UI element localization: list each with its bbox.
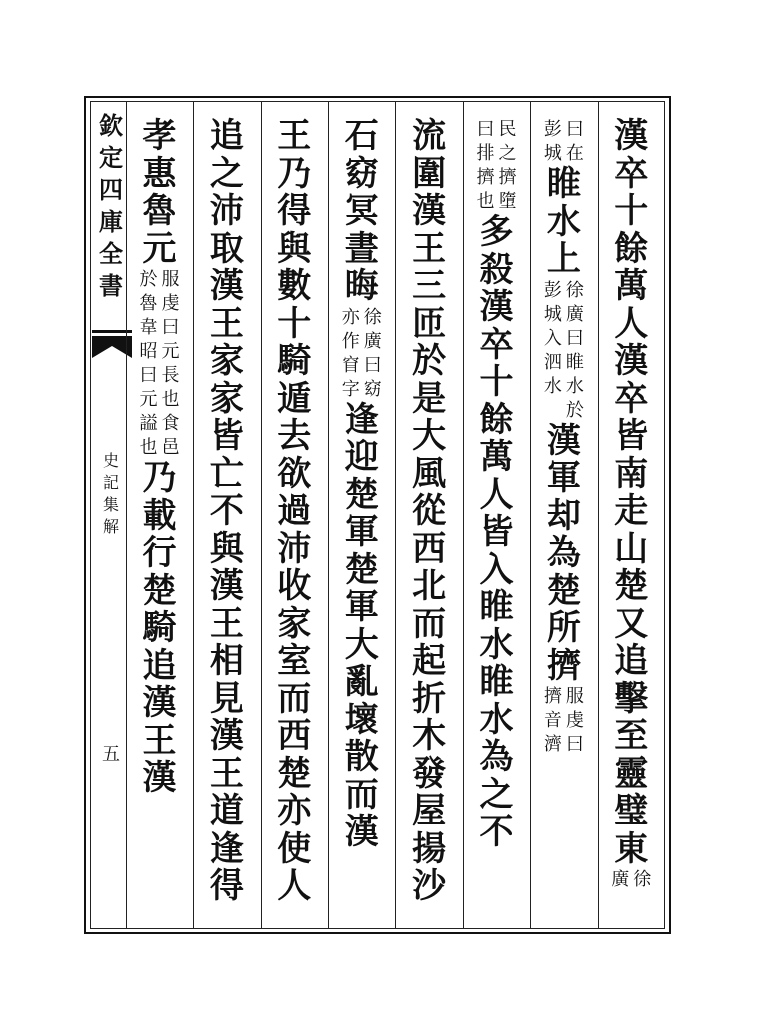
main-char: 起 <box>412 641 447 681</box>
main-char: 騎 <box>277 341 312 381</box>
text-column <box>340 118 383 852</box>
book-title <box>94 110 128 302</box>
main-char: 相 <box>209 641 244 681</box>
note-char: 音 <box>543 710 562 731</box>
main-char: 之 <box>479 774 514 815</box>
main-char: 皆 <box>614 416 649 456</box>
note-char: 窅 <box>341 354 360 376</box>
main-char: 家 <box>277 603 312 644</box>
column-rule <box>328 101 329 929</box>
commentary-line-left <box>341 306 361 402</box>
main-char: 東 <box>614 828 649 869</box>
main-char: 道 <box>209 791 244 831</box>
main-char: 王 <box>142 720 177 761</box>
column-rule <box>126 101 127 929</box>
main-char: 卒 <box>614 153 649 194</box>
main-char: 壞 <box>344 699 379 740</box>
main-char: 與 <box>277 228 312 269</box>
main-char: 之 <box>209 153 244 194</box>
main-char: 得 <box>277 191 312 231</box>
main-char: 流 <box>412 116 447 156</box>
main-char: 漢 <box>209 566 244 606</box>
main-char: 不 <box>479 812 514 852</box>
note-char: 之 <box>498 143 517 164</box>
note-char: 作 <box>341 330 360 352</box>
main-char: 窈 <box>344 153 379 194</box>
note-char: 曰 <box>139 365 158 386</box>
commentary-line-left <box>475 118 495 214</box>
section-title-char: 集 <box>102 495 119 514</box>
main-char: 十 <box>614 191 649 231</box>
main-char: 十 <box>277 303 312 344</box>
main-char: 沛 <box>209 191 244 231</box>
main-char: 發 <box>412 753 447 794</box>
note-char: 也 <box>139 437 158 458</box>
main-char: 於 <box>412 341 447 381</box>
column-rule <box>395 101 396 929</box>
main-char: 漢 <box>209 716 244 756</box>
note-char: 曰 <box>565 734 584 755</box>
main-char: 惠 <box>142 153 177 194</box>
note-char: 也 <box>476 191 495 212</box>
main-char: 逢 <box>209 828 244 869</box>
main-char: 元 <box>142 228 177 269</box>
main-char: 是 <box>412 378 447 419</box>
main-char: 人 <box>277 866 312 906</box>
book-title-char: 欽 <box>99 111 123 140</box>
note-char: 睢 <box>565 351 584 373</box>
main-char: 皆 <box>209 416 244 456</box>
main-char: 山 <box>614 528 649 569</box>
main-char: 楚 <box>277 753 312 794</box>
note-char: 曰 <box>565 119 584 140</box>
main-char: 匝 <box>412 303 447 344</box>
commentary-line-right <box>160 268 180 460</box>
column-rule <box>261 101 262 929</box>
main-char: 漢 <box>412 191 447 231</box>
note-char: 於 <box>139 269 158 290</box>
main-char: 為 <box>546 533 581 573</box>
main-char: 水 <box>479 624 514 665</box>
text-column <box>138 118 181 798</box>
main-char: 去 <box>277 416 312 456</box>
note-char: 服 <box>161 269 180 290</box>
note-char: 服 <box>565 686 584 707</box>
main-char: 欲 <box>277 453 312 494</box>
main-char: 魯 <box>142 191 177 231</box>
main-char: 卒 <box>479 324 514 365</box>
main-char: 木 <box>412 716 447 756</box>
note-char: 擠 <box>476 167 495 188</box>
main-char: 至 <box>614 716 649 756</box>
commentary-line-right <box>565 118 585 166</box>
main-char: 從 <box>412 491 447 531</box>
main-char: 北 <box>412 566 447 606</box>
commentary-note <box>543 685 585 757</box>
note-char: 擠 <box>543 686 562 707</box>
note-char: 墮 <box>498 191 517 212</box>
main-char: 大 <box>412 416 447 456</box>
main-char: 十 <box>479 362 514 402</box>
main-char: 過 <box>277 491 312 531</box>
note-char: 謚 <box>139 413 158 434</box>
text-column <box>205 118 248 906</box>
main-char: 睢 <box>546 164 581 204</box>
text-column <box>475 118 518 852</box>
main-char: 走 <box>614 491 649 531</box>
note-char: 在 <box>565 143 584 164</box>
commentary-line-left <box>543 685 563 757</box>
page-number: 五 <box>99 744 120 762</box>
book-title-char: 書 <box>99 271 123 300</box>
main-char: 晦 <box>344 266 379 306</box>
main-char: 室 <box>277 641 312 681</box>
note-char: 水 <box>543 375 562 397</box>
main-char: 多 <box>479 212 514 252</box>
main-char: 逢 <box>344 399 379 440</box>
note-char: 虔 <box>161 293 180 314</box>
main-char: 上 <box>546 239 581 279</box>
main-char: 乃 <box>277 153 312 194</box>
main-char: 漢 <box>344 812 379 852</box>
note-char: 字 <box>341 378 360 400</box>
note-char: 濟 <box>543 734 562 755</box>
section-title-char: 史 <box>102 451 119 470</box>
note-char: 昭 <box>139 341 158 362</box>
main-char: 卒 <box>614 378 649 419</box>
main-char: 所 <box>546 608 581 648</box>
main-char: 與 <box>209 528 244 569</box>
main-char: 行 <box>142 533 177 573</box>
note-char: 城 <box>543 143 562 164</box>
main-char: 南 <box>614 453 649 494</box>
main-char: 水 <box>546 201 581 242</box>
commentary-line-left <box>543 118 563 166</box>
note-char: 元 <box>139 389 158 410</box>
note-char: 入 <box>543 327 562 349</box>
main-char: 追 <box>142 645 177 686</box>
main-char: 楚 <box>546 570 581 611</box>
note-char: 曰 <box>565 327 584 349</box>
commentary-note <box>475 118 517 214</box>
main-char: 王 <box>412 228 447 269</box>
main-char: 使 <box>277 828 312 869</box>
main-char: 萬 <box>479 437 514 477</box>
note-char: 排 <box>476 143 495 164</box>
main-char: 漢 <box>614 341 649 381</box>
commentary-line-right <box>363 306 383 402</box>
main-char: 大 <box>344 624 379 665</box>
main-char: 而 <box>344 774 379 815</box>
main-char: 揚 <box>412 828 447 869</box>
main-char: 漢 <box>142 683 177 723</box>
note-char: 也 <box>161 389 180 410</box>
main-char: 騎 <box>142 608 177 648</box>
main-char: 漢 <box>209 266 244 306</box>
main-char: 迎 <box>344 437 379 477</box>
main-char: 而 <box>412 603 447 644</box>
note-char: 彭 <box>543 119 562 140</box>
commentary-note <box>543 279 585 423</box>
main-char: 殺 <box>479 249 514 290</box>
column-rule <box>463 101 464 929</box>
note-char: 廣 <box>611 869 630 890</box>
text-column <box>407 118 450 906</box>
main-char: 追 <box>209 116 244 156</box>
note-char: 曰 <box>161 317 180 338</box>
note-char: 水 <box>565 375 584 397</box>
book-title-char: 四 <box>99 175 123 204</box>
main-char: 王 <box>209 303 244 344</box>
note-char: 彭 <box>543 279 562 301</box>
main-char: 收 <box>277 566 312 606</box>
main-char: 石 <box>344 116 379 156</box>
main-char: 亡 <box>209 453 244 494</box>
section-title-char: 解 <box>102 517 119 536</box>
main-char: 軍 <box>344 587 379 627</box>
section-title <box>96 450 126 538</box>
note-char: 曰 <box>363 354 382 376</box>
book-title-char: 定 <box>99 143 123 172</box>
main-char: 擊 <box>614 678 649 719</box>
note-char: 魯 <box>139 293 158 314</box>
commentary-line-left <box>138 268 158 460</box>
main-char: 又 <box>614 603 649 644</box>
main-char: 睢 <box>479 587 514 627</box>
note-char: 徐 <box>565 279 584 301</box>
main-char: 載 <box>142 495 177 536</box>
main-char: 沙 <box>412 866 447 906</box>
commentary-note <box>543 118 585 166</box>
fish-tail-mark-icon <box>90 328 134 368</box>
commentary-note <box>138 268 180 460</box>
main-char: 皆 <box>479 512 514 552</box>
main-char: 為 <box>479 737 514 777</box>
main-char: 楚 <box>142 570 177 611</box>
main-char: 王 <box>209 603 244 644</box>
book-title-char: 庫 <box>99 207 123 236</box>
main-char: 三 <box>412 266 447 306</box>
note-char: 泗 <box>543 351 562 373</box>
note-char: 擠 <box>498 167 517 188</box>
column-rule <box>598 101 599 929</box>
note-char: 廣 <box>565 303 584 325</box>
main-char: 亂 <box>344 662 379 702</box>
note-char: 徐 <box>633 869 652 890</box>
commentary-line-left <box>543 279 563 423</box>
main-char: 漢 <box>546 420 581 461</box>
main-char: 睢 <box>479 662 514 702</box>
main-char: 楚 <box>344 474 379 515</box>
main-char: 軍 <box>344 512 379 552</box>
commentary-line-right <box>565 685 585 757</box>
commentary-note <box>341 306 383 402</box>
main-char: 得 <box>209 866 244 906</box>
main-char: 餘 <box>614 228 649 269</box>
main-char: 靈 <box>614 753 649 794</box>
main-char: 餘 <box>479 399 514 440</box>
main-char: 漢 <box>614 116 649 156</box>
commentary-line-right <box>565 279 585 423</box>
column-rule <box>530 101 531 929</box>
commentary-line-right <box>497 118 517 214</box>
main-char: 西 <box>412 528 447 569</box>
main-char: 擠 <box>546 645 581 686</box>
column-rule <box>193 101 194 929</box>
main-char: 風 <box>412 453 447 494</box>
main-char: 楚 <box>614 566 649 606</box>
main-char: 亦 <box>277 791 312 831</box>
note-char: 邑 <box>161 437 180 458</box>
main-char: 數 <box>277 266 312 306</box>
commentary-line-left <box>610 868 630 892</box>
main-char: 遁 <box>277 378 312 419</box>
main-char: 人 <box>479 474 514 515</box>
main-char: 冥 <box>344 191 379 231</box>
main-char: 沛 <box>277 528 312 569</box>
note-char: 長 <box>161 365 180 386</box>
section-title-char: 記 <box>102 473 119 492</box>
note-char: 曰 <box>476 119 495 140</box>
main-char: 取 <box>209 228 244 269</box>
main-char: 孝 <box>142 116 177 156</box>
main-char: 而 <box>277 678 312 719</box>
note-char: 食 <box>161 413 180 434</box>
text-column <box>273 118 316 906</box>
text-column <box>542 118 585 757</box>
note-char: 窈 <box>363 378 382 400</box>
note-char: 徐 <box>363 306 382 328</box>
main-char: 却 <box>546 495 581 536</box>
main-char: 王 <box>209 753 244 794</box>
main-char: 追 <box>614 641 649 681</box>
note-char: 民 <box>498 119 517 140</box>
main-char: 屋 <box>412 791 447 831</box>
note-char: 亦 <box>341 306 360 328</box>
main-char: 不 <box>209 491 244 531</box>
note-char: 韋 <box>139 317 158 338</box>
commentary-line-right <box>632 868 652 892</box>
main-char: 西 <box>277 716 312 756</box>
main-char: 家 <box>209 341 244 381</box>
main-char: 散 <box>344 737 379 777</box>
main-char: 見 <box>209 678 244 719</box>
text-column <box>610 118 653 892</box>
note-char: 廣 <box>363 330 382 352</box>
main-char: 楚 <box>344 549 379 590</box>
note-char: 元 <box>161 341 180 362</box>
main-char: 王 <box>277 116 312 156</box>
note-char: 城 <box>543 303 562 325</box>
main-char: 水 <box>479 699 514 740</box>
main-char: 入 <box>479 549 514 590</box>
note-char: 於 <box>565 399 584 421</box>
main-char: 晝 <box>344 228 379 269</box>
main-char: 人 <box>614 303 649 344</box>
main-char: 萬 <box>614 266 649 306</box>
book-title-char: 全 <box>99 239 123 268</box>
note-char: 虔 <box>565 710 584 731</box>
main-char: 漢 <box>479 287 514 327</box>
main-char: 軍 <box>546 458 581 498</box>
main-char: 圍 <box>412 153 447 194</box>
main-char: 家 <box>209 378 244 419</box>
main-char: 璧 <box>614 791 649 831</box>
main-char: 漢 <box>142 758 177 798</box>
main-char: 乃 <box>142 458 177 498</box>
commentary-note <box>610 868 652 892</box>
main-char: 折 <box>412 678 447 719</box>
